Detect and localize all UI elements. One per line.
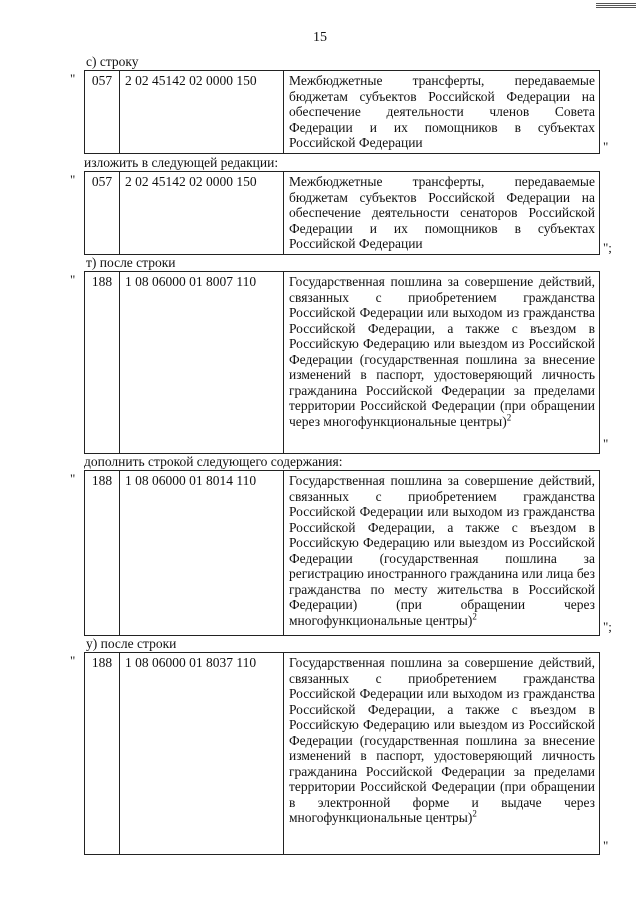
close-quote: " bbox=[603, 838, 609, 853]
table-row bbox=[84, 271, 600, 454]
row-description: Межбюджетные трансферты, передаваемые бюджетам субъектов Российской Федерации на обеспечение деятельности членов Совета Федерации и их помощников в субъектах Российской Федерации bbox=[289, 73, 595, 150]
column-divider bbox=[283, 471, 284, 635]
row-description: Государственная пошлина за совершение действий, связанных с приобретением гражданства Российской Федерации или выходом из гражданства Российской Федерации, а также с въездом в Российскую Федерацию или выездом из Российской Федерации (государственная пошлина за регистрацию иностранного гражданина или лица без гражданства по месту жительства в Российской Федерации) (при обращении через многофункциональные центры)$^2$ bbox=[289, 473, 595, 628]
page-corner-mark bbox=[596, 2, 636, 8]
close-quote: " bbox=[603, 139, 609, 154]
row-description: Государственная пошлина за совершение действий, связанных с приобретением гражданства Российской Федерации или выходом из гражданства Российской Федерации, а также с въездом в Российскую Федерацию или выездом из Российской Федерации (государственная пошлина за внесение изменений в паспорт, удостоверяющий личность гражданина Российской Федерации за пределами территории Российской Федерации (при обращении через многофункциональные центры)$^2$ bbox=[289, 274, 595, 429]
caption-dopolnit: дополнить строкой следующего содержания: bbox=[84, 454, 343, 469]
budget-classification-code: 1 08 06000 01 8037 110 bbox=[125, 655, 257, 670]
budget-classification-code: 1 08 06000 01 8014 110 bbox=[125, 473, 257, 488]
admin-code: 057 bbox=[91, 73, 113, 88]
caption-izlozhit: изложить в следующей редакции: bbox=[84, 155, 279, 170]
column-divider bbox=[119, 172, 120, 254]
table-row bbox=[84, 171, 600, 255]
budget-classification-code: 2 02 45142 02 0000 150 bbox=[125, 73, 257, 88]
column-divider bbox=[119, 471, 120, 635]
page-number: 15 bbox=[313, 30, 327, 45]
open-quote: " bbox=[70, 71, 76, 86]
close-quote: " bbox=[603, 436, 609, 451]
open-quote: " bbox=[70, 172, 76, 187]
column-divider bbox=[119, 71, 120, 153]
caption-s-stroku: с) строку bbox=[86, 54, 139, 69]
open-quote: " bbox=[70, 471, 76, 486]
footnote-marker: 2 bbox=[472, 611, 477, 621]
column-divider bbox=[283, 653, 284, 854]
table-row bbox=[84, 652, 600, 855]
footnote-marker: 2 bbox=[506, 412, 512, 422]
close-quote: "; bbox=[603, 240, 612, 255]
column-divider bbox=[119, 272, 120, 453]
admin-code: 057 bbox=[91, 174, 113, 189]
column-divider bbox=[283, 272, 284, 453]
table-row bbox=[84, 70, 600, 154]
table-row bbox=[84, 470, 600, 636]
row-description: Государственная пошлина за совершение действий, связанных с приобретением гражданства Российской Федерации или выходом из гражданства Российской Федерации, а также с въездом в Российскую Федерацию или выездом из Российской Федерации (государственная пошлина за внесение изменений в паспорт, удостоверяющий личность гражданина Российской Федерации за пределами территории Российской Федерации (при обращении в электронной форме и выдаче через многофункциональные центры)$^2$ bbox=[289, 655, 595, 825]
caption-u-posle-stroki: у) после строки bbox=[86, 636, 177, 651]
open-quote: " bbox=[70, 272, 76, 287]
admin-code: 188 bbox=[91, 655, 113, 670]
footnote-marker: 2 bbox=[472, 808, 477, 819]
caption-t-posle-stroki: т) после строки bbox=[86, 255, 176, 270]
row-description: Межбюджетные трансферты, передаваемые бюджетам субъектов Российской Федерации на обеспечение деятельности сенаторов Российской Федерации и их помощников в субъектах Российской Федерации bbox=[289, 174, 595, 251]
admin-code: 188 bbox=[91, 274, 113, 289]
open-quote: " bbox=[70, 653, 76, 668]
budget-classification-code: 1 08 06000 01 8007 110 bbox=[125, 274, 257, 289]
column-divider bbox=[119, 653, 120, 854]
close-quote: "; bbox=[603, 619, 612, 634]
budget-classification-code: 2 02 45142 02 0000 150 bbox=[125, 174, 257, 189]
admin-code: 188 bbox=[91, 473, 113, 488]
